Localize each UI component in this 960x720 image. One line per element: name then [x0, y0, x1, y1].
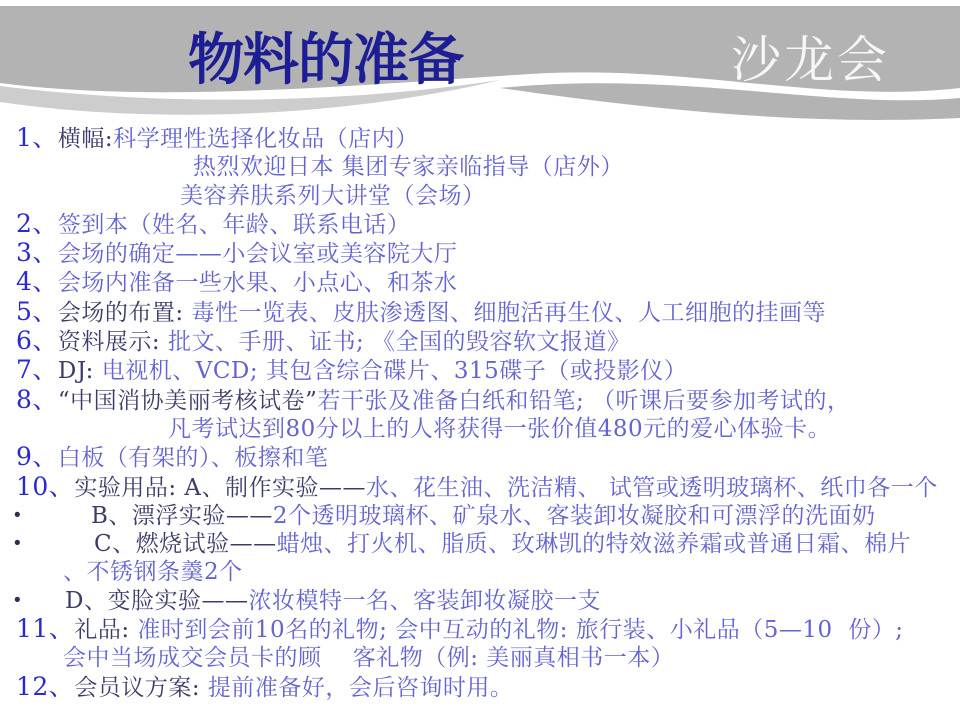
text-segment: 热烈欢迎日本 集团专家亲临指导（店外） [193, 154, 624, 181]
text-segment: 实验用品: A、制作实验—— [74, 474, 366, 501]
text-segment: 批文、手册、证书; 《全国的毁容软文报道》 [167, 329, 631, 356]
text-segment: 浓妆模特一名、客装卸妆凝胶一支 [248, 587, 601, 614]
text-line [8, 644, 956, 672]
text-segment: 提前准备好，会后咨询时用。 [207, 674, 514, 701]
text-segment: 电视机、VCD; 其包含综合碟片、315碟子（或投影仪） [101, 358, 688, 385]
text-line [8, 298, 956, 327]
text-segment: 9、 [16, 442, 58, 472]
text-segment: 12、 [16, 671, 75, 701]
text-segment: B、漂浮实验—— [91, 502, 273, 529]
text-line [8, 587, 956, 615]
text-segment: 会场的布置: [57, 299, 192, 326]
text-segment: 2个透明玻璃杯、矿泉水、客装卸妆凝胶和可漂浮的洗面奶 [272, 502, 876, 529]
text-segment: 毒性一览表、皮肤渗透图、细胞活再生仪、人工细胞的挂画等 [191, 299, 826, 326]
body-text [8, 124, 956, 702]
text-line [8, 239, 956, 268]
text-line [8, 124, 956, 153]
text-line [8, 356, 956, 385]
text-segment: 会中当场成交会员卡的顾 客礼物（例: 美丽真相书一本） [63, 645, 675, 672]
bullet-marker: • [14, 533, 22, 555]
text-line [8, 558, 956, 586]
text-segment: 4、 [16, 267, 58, 297]
text-line [8, 153, 956, 181]
slide-title: 物料的准备 [188, 27, 463, 93]
text-segment: 6、 [16, 326, 58, 356]
text-segment: 2、 [16, 208, 58, 238]
text-segment: 准时到会前10名的礼物; 会中互动的礼物: 旅行装、小礼品（5—10 份）; [137, 617, 904, 644]
text-segment: 8、 [16, 384, 58, 414]
text-segment: 、不锈钢条羹2个 [63, 559, 243, 586]
text-segment: 美容养肤系列大讲堂（会场） [180, 182, 486, 209]
text-segment: 10、 [16, 471, 75, 501]
text-line [8, 615, 956, 644]
text-segment: 蜡烛、打火机、脂质、玫琳凯的特效滋养霜或普通日霜、棉片 [276, 531, 912, 558]
text-segment: “中国消协美丽考核试卷” [57, 387, 318, 414]
text-segment: 3、 [16, 238, 58, 268]
text-line [8, 386, 956, 415]
text-segment: 签到本（姓名、年龄、联系电话） [57, 211, 411, 238]
text-line [8, 268, 956, 297]
text-segment: 科学理性选择化妆品（店内） [113, 126, 419, 152]
text-segment: 若干张及准备白纸和铅笔; （听课后要参加考试的， [317, 387, 851, 414]
bullet-marker: • [14, 589, 22, 611]
text-line [8, 502, 956, 530]
text-line [8, 182, 956, 210]
text-line [8, 415, 956, 443]
text-line [8, 673, 956, 702]
text-line [8, 473, 956, 502]
text-segment: 5、 [16, 296, 58, 326]
text-segment: 7、 [16, 355, 58, 385]
text-segment: 资料展示: [57, 329, 168, 356]
text-segment: 白板（有架的）、板擦和笔 [57, 445, 329, 472]
text-segment: 会场内准备一些水果、小点心、和茶水 [57, 270, 458, 297]
salon-badge-label: 沙龙会 [731, 32, 890, 88]
text-segment: DJ: [57, 358, 102, 385]
text-segment: 11、 [16, 614, 75, 644]
text-line [8, 443, 956, 472]
bullet-marker: • [14, 504, 22, 526]
text-segment: 凡考试达到80分以上的人将获得一张价值480元的爱心体验卡。 [168, 415, 832, 442]
text-segment: 礼品: [74, 617, 138, 644]
text-line [8, 210, 956, 239]
text-line [8, 530, 956, 558]
text-segment: 会场的确定——小会议室或美容院大厅 [57, 241, 458, 268]
text-segment: D、变脸实验—— [65, 587, 249, 614]
text-segment: C、燃烧试验—— [94, 531, 277, 558]
text-segment: 1、 [16, 123, 58, 152]
text-segment: 横幅: [57, 126, 114, 152]
text-line [8, 327, 956, 356]
text-segment: 会员议方案: [74, 674, 208, 701]
text-segment: 水、花生油、洗洁精、 试管或透明玻璃杯、纸巾各一个 [365, 474, 938, 501]
